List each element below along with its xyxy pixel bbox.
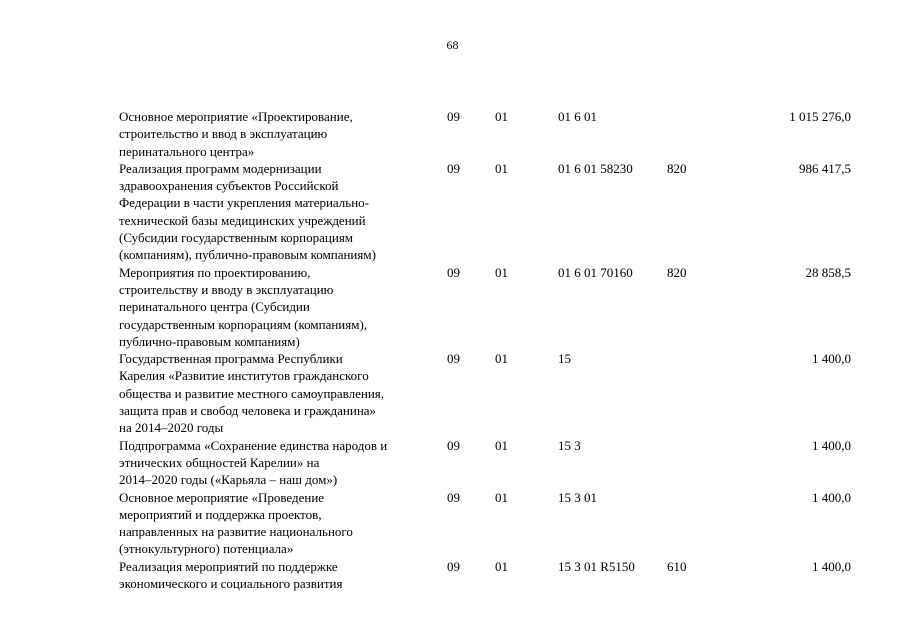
table-body: [119, 108, 851, 592]
expense-name: Реализация программ модернизации здравоохранения субъектов Российской Федерации в части укрепления материально- технической базы медицинских учреждений (Субсидии государственным корпорациям (компаниям), публично-правовым компаниям): [119, 160, 376, 263]
target-article-code: 15 3 01 R5150: [558, 558, 635, 574]
subsection-code: 01: [495, 264, 508, 280]
section-code: 09: [447, 558, 460, 574]
amount: 1 400,0: [812, 351, 851, 367]
expense-type-code: 820: [667, 160, 687, 176]
expense-name: Государственная программа Республики Карелия «Развитие институтов гражданского общества и развитие местного самоуправления, защита прав и свобод человека и гражданина» на 2014–2020 годы: [119, 351, 385, 436]
table-row: [119, 350, 851, 436]
amount: 1 400,0: [812, 489, 851, 505]
target-article-code: 15 3: [558, 437, 581, 453]
table-row: [119, 160, 851, 264]
expense-type-code: 610: [667, 558, 687, 574]
expense-name: Основное мероприятие «Проведение мероприятий и поддержка проектов, направленных на развитие национального (этнокультурного) потенциала»: [119, 489, 353, 557]
subsection-code: 01: [495, 558, 508, 574]
section-code: 09: [447, 109, 460, 124]
subsection-code: 01: [495, 351, 508, 367]
table-row: [119, 558, 851, 593]
section-code: 09: [447, 437, 460, 453]
amount: 1 400,0: [812, 558, 851, 574]
section-code: 09: [447, 351, 460, 367]
amount: 1 015 276,0: [789, 109, 851, 124]
target-article-code: 15: [558, 351, 571, 367]
target-article-code: 01 6 01 70160: [558, 264, 633, 280]
section-code: 09: [447, 264, 460, 280]
expense-name: Мероприятия по проектированию, строительству и вводу в эксплуатацию перинатального центра (Субсидии государственным корпорациям (компаниям), публично-правовым компаниям): [119, 264, 368, 349]
expense-type-code: [667, 108, 727, 160]
target-article-code: 01 6 01: [558, 109, 597, 124]
expense-type-code: 820: [667, 264, 687, 280]
table-row: [119, 437, 851, 489]
expense-name: Реализация мероприятий по поддержке экономического и социального развития: [119, 558, 343, 592]
amount: 986 417,5: [799, 160, 851, 176]
expense-type-code: [667, 437, 727, 489]
subsection-code: 01: [495, 160, 508, 176]
budget-table: [119, 108, 851, 592]
subsection-code: 01: [495, 437, 508, 453]
table-row: [119, 108, 851, 160]
target-article-code: 15 3 01: [558, 489, 597, 505]
subsection-code: 01: [495, 109, 508, 124]
amount: 1 400,0: [812, 437, 851, 453]
section-code: 09: [447, 160, 460, 176]
expense-type-code: [667, 350, 727, 436]
page-number: 68: [446, 38, 459, 52]
section-code: 09: [447, 489, 460, 505]
table-row: [119, 489, 851, 558]
amount: 28 858,5: [805, 264, 851, 280]
target-article-code: 01 6 01 58230: [558, 160, 633, 176]
subsection-code: 01: [495, 489, 508, 505]
expense-type-code: [667, 489, 727, 558]
table-row: [119, 264, 851, 350]
expense-name: Подпрограмма «Сохранение единства народов и этнических общностей Карелии» на 2014–2020 годы («Карьяла – наш дом»): [119, 437, 388, 488]
expense-name: Основное мероприятие «Проектирование, строительство и ввод в эксплуатацию перинатального центра»: [119, 109, 353, 159]
